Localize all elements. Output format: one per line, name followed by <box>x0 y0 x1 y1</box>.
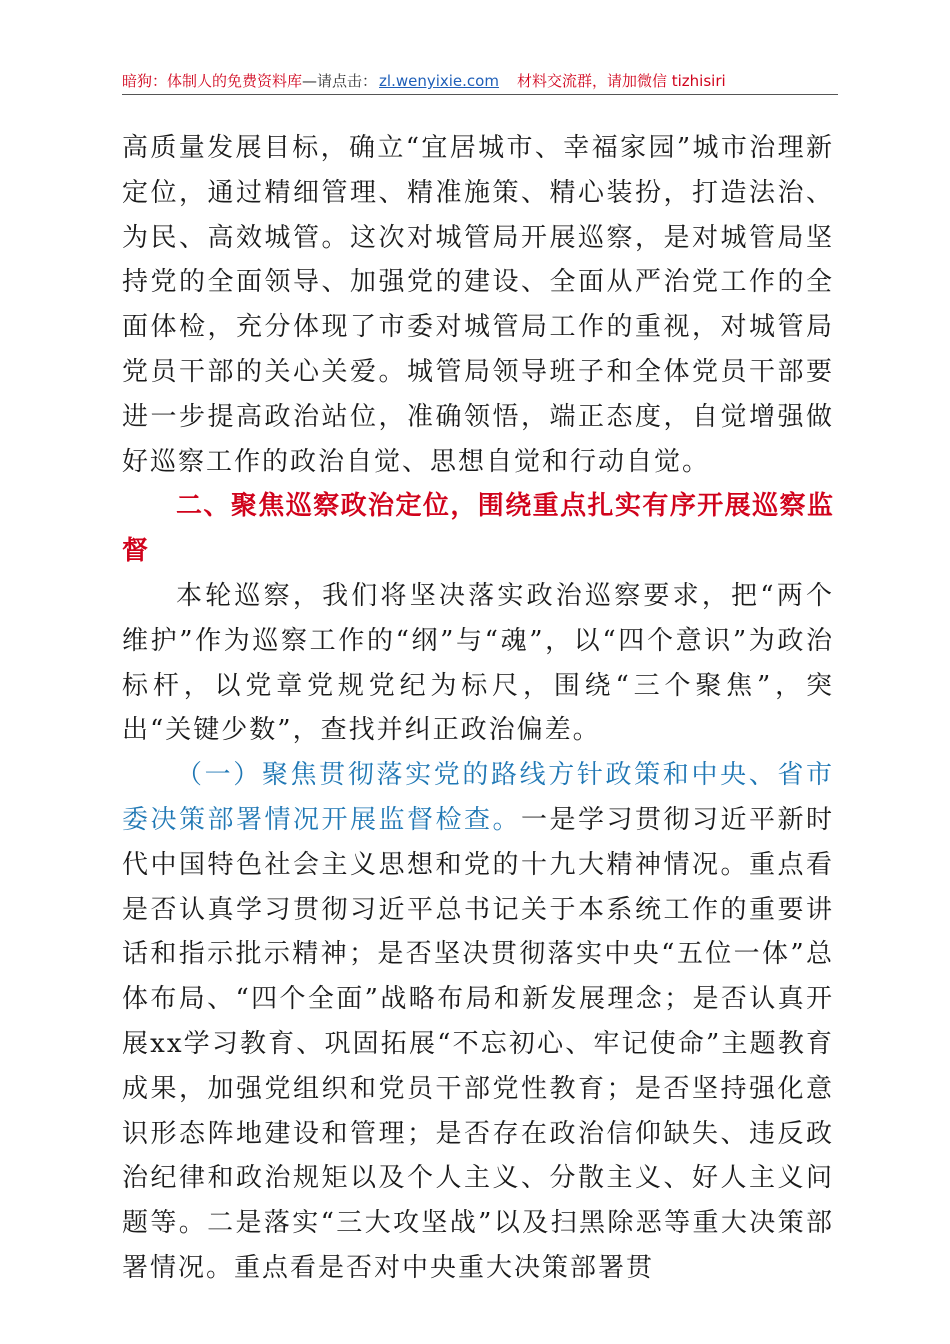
document-body <box>122 126 834 1291</box>
paragraph-inspection-requirements: 本轮巡察，我们将坚决落实政治巡察要求，把“两个维护”作为巡察工作的“纲”与“魂”，以“四个意识”为政治标杆，以党章党规党纪为标尺，围绕“三个聚焦”，突出“关键少数”，查找并纠正政治偏差。 <box>122 580 834 746</box>
subsection-1-heading: （一）聚焦贯彻落实党的路线方针政策和中央、省市委决策部署情况开展监督检查。 <box>122 760 834 835</box>
section-heading-2: 二、聚焦巡察政治定位，围绕重点扎实有序开展巡察监督 <box>122 491 834 567</box>
page-header <box>122 68 838 95</box>
header-site-link[interactable]: zl.wenyixie.com <box>379 72 499 90</box>
header-wechat-label: 材料交流群，请加微信 tizhisiri <box>516 72 726 90</box>
header-click-label: —请点击： <box>302 72 378 90</box>
subsection-1-body: 一是学习贯彻习近平新时代中国特色社会主义思想和党的十九大精神情况。重点看是否认真学习贯彻习近平总书记关于本系统工作的重要讲话和指示批示精神；是否坚决贯彻落实中央“五位一体”总体布局、“四个全面”战略布局和新发展理念；是否认真开展xx学习教育、巩固拓展“不忘初心、牢记使命”主题教育成果，加强党组织和党员干部党性教育；是否坚持强化意识形态阵地建设和管理；是否存在政治信仰缺失、违反政治纪律和政治规矩以及个人主义、分散主义、好人主义问题等。二是落实“三大攻坚战”以及扫黑除恶等重大决策部署情况。重点看是否对中央重大决策部署贯 <box>122 804 834 1283</box>
paragraph-subsection-1 <box>122 753 834 1291</box>
paragraph-continuation: 高质量发展目标，确立“宜居城市、幸福家园”城市治理新定位，通过精细管理、精准施策、精心装扮，打造法治、为民、高效城管。这次对城管局开展巡察，是对城管局坚持党的全面领导、加强党的建设、全面从严治党工作的全面体检，充分体现了市委对城管局工作的重视，对城管局党员干部的关心关爱。城管局领导班子和全体党员干部要进一步提高政治站位，准确领悟，端正态度，自觉增强做好巡察工作的政治自觉、思想自觉和行动自觉。 <box>122 133 834 477</box>
header-brand-label: 暗狗：体制人的免费资料库 <box>122 72 303 90</box>
